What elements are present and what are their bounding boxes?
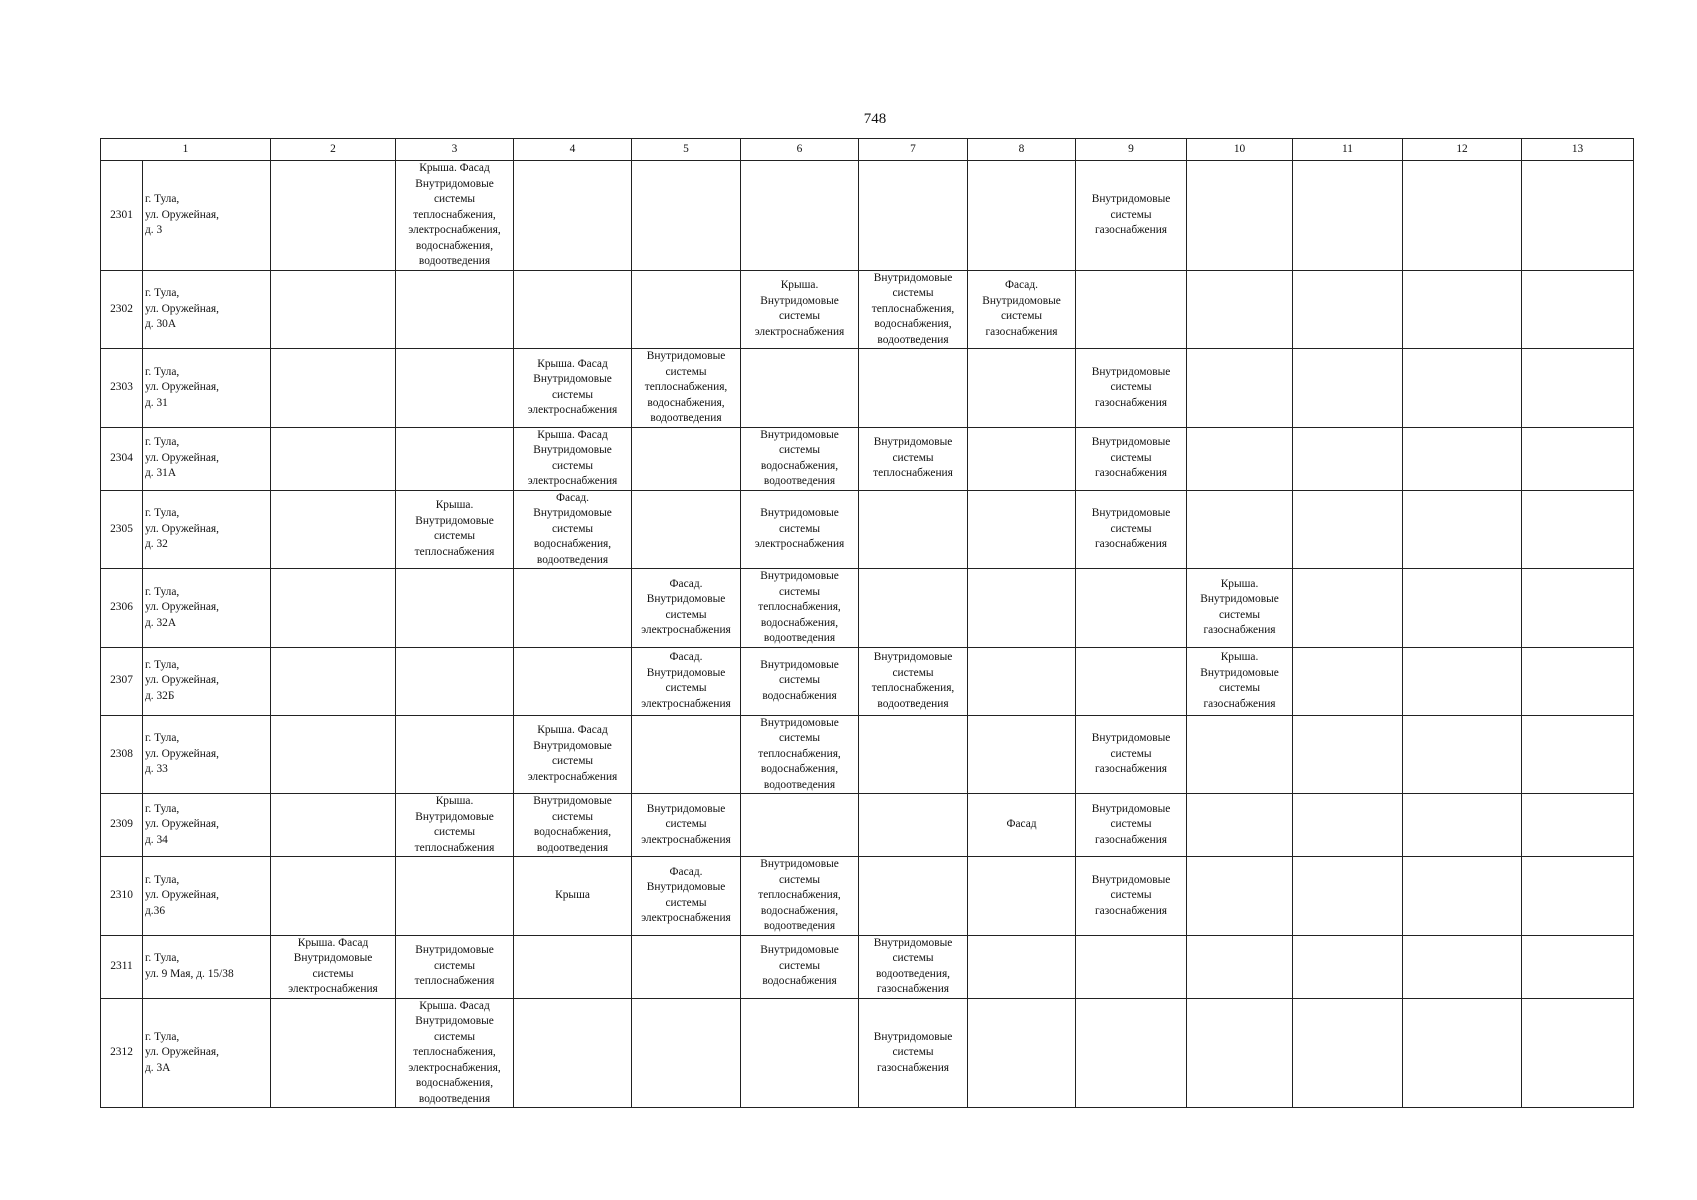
work-cell-col-9 [1076, 715, 1187, 794]
work-cell-col-9 [1076, 427, 1187, 490]
work-cell-col-6 [741, 270, 859, 349]
cell-text: Внутридомовые системы водоотведения, газоснабжения [873, 936, 953, 995]
work-cell-col-13 [1522, 270, 1634, 349]
cell-text: Фасад. Внутридомовые системы электроснабжения [641, 865, 731, 925]
work-cell-col-5 [632, 647, 741, 715]
work-cell-col-4 [514, 794, 632, 857]
work-cell-col-9 [1076, 490, 1187, 569]
work-cell-col-7 [859, 715, 968, 794]
cell-text: Крыша. Внутридомовые системы электроснабжения [754, 279, 845, 338]
work-cell-col-7 [859, 998, 968, 1108]
work-cell-col-7 [859, 349, 968, 428]
cell-text: Крыша. Фасад Внутридомовые системы электроснабжения [527, 428, 618, 487]
work-cell-col-3 [396, 270, 514, 349]
work-cell-col-2 [271, 270, 396, 349]
work-cell-col-7 [859, 161, 968, 271]
cell-text: Крыша. Внутридомовые системы теплоснабжения [414, 499, 495, 558]
work-cell-col-9 [1076, 270, 1187, 349]
work-cell-col-10 [1187, 490, 1293, 569]
cell-text: г. Тула, ул. Оружейная, д. 30А [145, 287, 219, 330]
column-header: 12 [1403, 139, 1522, 161]
work-cell-col-3 [396, 490, 514, 569]
work-cell-col-12 [1403, 794, 1522, 857]
work-cell-col-6 [741, 794, 859, 857]
table-row [101, 270, 1634, 349]
work-cell-col-3 [396, 857, 514, 936]
work-cell-col-2 [271, 935, 396, 998]
address-cell [143, 857, 271, 936]
work-cell-col-4 [514, 349, 632, 428]
work-cell-col-11 [1293, 161, 1403, 271]
row-number: 2308 [101, 715, 143, 794]
cell-text: Внутридомовые системы теплоснабжения, водоснабжения, водоотведения [758, 570, 841, 644]
cell-text: Внутридомовые системы теплоснабжения, водоотведения [871, 651, 955, 710]
work-cell-col-5 [632, 715, 741, 794]
work-cell-col-3 [396, 935, 514, 998]
work-cell-col-3 [396, 794, 514, 857]
work-cell-col-8 [968, 490, 1076, 569]
work-cell-col-6 [741, 857, 859, 936]
work-cell-col-10 [1187, 935, 1293, 998]
row-number: 2305 [101, 490, 143, 569]
cell-text: Крыша. Фасад Внутридомовые системы теплоснабжения, электроснабжения, водоснабжения, водоотведения [408, 162, 501, 267]
work-cell-col-2 [271, 349, 396, 428]
cell-text: Внутридомовые системы теплоснабжения [414, 944, 495, 988]
work-cell-col-5 [632, 490, 741, 569]
work-cell-col-5 [632, 569, 741, 648]
work-cell-col-4 [514, 647, 632, 715]
work-cell-col-10 [1187, 270, 1293, 349]
work-cell-col-11 [1293, 715, 1403, 794]
work-cell-col-13 [1522, 647, 1634, 715]
column-header: 13 [1522, 139, 1634, 161]
work-cell-col-6 [741, 935, 859, 998]
table-row [101, 998, 1634, 1108]
column-header: 10 [1187, 139, 1293, 161]
work-cell-col-8 [968, 161, 1076, 271]
work-cell-col-12 [1403, 569, 1522, 648]
cell-text: г. Тула, ул. Оружейная, д. 3 [145, 193, 219, 236]
cell-text: Внутридомовые системы электроснабжения [641, 802, 731, 846]
cell-text: Фасад [1006, 818, 1037, 831]
cell-text: Фасад. Внутридомовые системы электроснабжения [641, 651, 731, 710]
cell-text: Внутридомовые системы газоснабжения [1091, 732, 1171, 775]
cell-text: г. Тула, ул. Оружейная, д.36 [145, 873, 219, 917]
work-cell-col-12 [1403, 349, 1522, 428]
cell-text: Крыша. Внутридомовые системы газоснабжения [1200, 651, 1279, 710]
cell-text: Внутридомовые системы водоснабжения [760, 944, 839, 988]
work-cell-col-9 [1076, 647, 1187, 715]
column-header: 5 [632, 139, 741, 161]
work-cell-col-10 [1187, 794, 1293, 857]
work-cell-col-6 [741, 490, 859, 569]
work-cell-col-3 [396, 349, 514, 428]
work-cell-col-5 [632, 161, 741, 271]
work-cell-col-13 [1522, 349, 1634, 428]
work-cell-col-8 [968, 715, 1076, 794]
column-header: 2 [271, 139, 396, 161]
table-row [101, 715, 1634, 794]
work-cell-col-5 [632, 270, 741, 349]
work-cell-col-7 [859, 270, 968, 349]
cell-text: Внутридомовые системы теплоснабжения, водоснабжения, водоотведения [758, 858, 841, 932]
address-cell [143, 270, 271, 349]
address-cell [143, 998, 271, 1108]
work-cell-col-13 [1522, 998, 1634, 1108]
column-header: 11 [1293, 139, 1403, 161]
work-cell-col-3 [396, 569, 514, 648]
work-cell-col-9 [1076, 794, 1187, 857]
work-cell-col-10 [1187, 647, 1293, 715]
cell-text: г. Тула, ул. Оружейная, д. 31А [145, 436, 219, 480]
cell-text: Крыша. Внутридомовые системы газоснабжения [1200, 577, 1279, 637]
cell-text: Крыша. Фасад Внутридомовые системы теплоснабжения, электроснабжения, водоснабжения, водоотведения [408, 999, 501, 1105]
cell-text: г. Тула, ул. Оружейная, д. 32 [145, 507, 219, 550]
cell-text: г. Тула, ул. Оружейная, д. 31 [145, 365, 219, 409]
work-cell-col-8 [968, 569, 1076, 648]
work-cell-col-12 [1403, 715, 1522, 794]
table-row [101, 647, 1634, 715]
work-cell-col-6 [741, 998, 859, 1108]
table-row [101, 569, 1634, 648]
work-cell-col-2 [271, 161, 396, 271]
work-cell-col-11 [1293, 857, 1403, 936]
work-cell-col-8 [968, 857, 1076, 936]
table-row [101, 935, 1634, 998]
work-cell-col-7 [859, 794, 968, 857]
work-cell-col-8 [968, 794, 1076, 857]
cell-text: Внутридомовые системы газоснабжения [873, 1030, 953, 1074]
work-cell-col-11 [1293, 270, 1403, 349]
work-cell-col-5 [632, 794, 741, 857]
work-cell-col-2 [271, 569, 396, 648]
table-row [101, 427, 1634, 490]
work-cell-col-8 [968, 427, 1076, 490]
work-cell-col-2 [271, 794, 396, 857]
row-number: 2302 [101, 270, 143, 349]
work-cell-col-9 [1076, 857, 1187, 936]
cell-text: Фасад. Внутридомовые системы водоснабжения, водоотведения [533, 491, 612, 566]
work-cell-col-11 [1293, 647, 1403, 715]
work-cell-col-4 [514, 161, 632, 271]
work-cell-col-11 [1293, 490, 1403, 569]
address-cell [143, 569, 271, 648]
work-cell-col-4 [514, 427, 632, 490]
column-header: 3 [396, 139, 514, 161]
work-cell-col-2 [271, 857, 396, 936]
page-number: 748 [863, 111, 887, 127]
work-cell-col-6 [741, 427, 859, 490]
row-number: 2303 [101, 349, 143, 428]
work-cell-col-3 [396, 715, 514, 794]
work-cell-col-2 [271, 427, 396, 490]
work-cell-col-12 [1403, 647, 1522, 715]
work-cell-col-3 [396, 998, 514, 1108]
row-number: 2312 [101, 998, 143, 1108]
cell-text: Крыша. Внутридомовые системы теплоснабжения [414, 795, 495, 854]
work-cell-col-12 [1403, 857, 1522, 936]
cell-text: Внутридомовые системы газоснабжения [1091, 365, 1171, 409]
work-cell-col-12 [1403, 490, 1522, 569]
cell-text: Внутридомовые системы газоснабжения [1091, 193, 1171, 236]
address-cell [143, 935, 271, 998]
cell-text: Внутридомовые системы теплоснабжения, водоснабжения, водоотведения [758, 716, 841, 791]
work-cell-col-10 [1187, 427, 1293, 490]
work-cell-col-5 [632, 857, 741, 936]
work-cell-col-7 [859, 857, 968, 936]
work-cell-col-9 [1076, 569, 1187, 648]
work-cell-col-10 [1187, 569, 1293, 648]
schedule-table [100, 138, 1634, 1108]
work-cell-col-4 [514, 569, 632, 648]
work-cell-col-8 [968, 935, 1076, 998]
row-number: 2304 [101, 427, 143, 490]
work-cell-col-7 [859, 647, 968, 715]
row-number: 2311 [101, 935, 143, 998]
work-cell-col-13 [1522, 427, 1634, 490]
cell-text: Внутридомовые системы газоснабжения [1091, 873, 1171, 917]
work-cell-col-4 [514, 857, 632, 936]
work-cell-col-6 [741, 349, 859, 428]
cell-text: Крыша. Фасад Внутридомовые системы электроснабжения [288, 936, 378, 995]
column-header: 1 [101, 139, 271, 161]
address-cell [143, 715, 271, 794]
column-header: 9 [1076, 139, 1187, 161]
work-cell-col-9 [1076, 935, 1187, 998]
work-cell-col-13 [1522, 857, 1634, 936]
work-cell-col-4 [514, 935, 632, 998]
column-header: 6 [741, 139, 859, 161]
row-number: 2306 [101, 569, 143, 648]
address-cell [143, 490, 271, 569]
work-cell-col-9 [1076, 998, 1187, 1108]
work-cell-col-6 [741, 569, 859, 648]
work-cell-col-12 [1403, 427, 1522, 490]
address-cell [143, 349, 271, 428]
work-cell-col-9 [1076, 161, 1187, 271]
cell-text: Внутридомовые системы теплоснабжения, водоснабжения, водоотведения [644, 350, 728, 424]
cell-text: г. Тула, ул. Оружейная, д. 34 [145, 802, 219, 846]
table-row [101, 794, 1634, 857]
work-cell-col-11 [1293, 349, 1403, 428]
row-number: 2307 [101, 647, 143, 715]
cell-text: Внутридомовые системы газоснабжения [1091, 507, 1171, 550]
cell-text: Фасад. Внутридомовые системы электроснабжения [641, 577, 731, 637]
work-cell-col-13 [1522, 715, 1634, 794]
work-cell-col-2 [271, 998, 396, 1108]
cell-text: Крыша. Фасад Внутридомовые системы электроснабжения [527, 357, 618, 417]
row-number: 2301 [101, 161, 143, 271]
cell-text: Внутридомовые системы водоснабжения, водоотведения [760, 428, 839, 487]
work-cell-col-12 [1403, 270, 1522, 349]
cell-text: Крыша. Фасад Внутридомовые системы электроснабжения [527, 724, 618, 783]
work-cell-col-8 [968, 349, 1076, 428]
work-cell-col-7 [859, 569, 968, 648]
work-cell-col-12 [1403, 998, 1522, 1108]
cell-text: Внутридомовые системы теплоснабжения [873, 436, 953, 480]
work-cell-col-11 [1293, 998, 1403, 1108]
work-cell-col-2 [271, 647, 396, 715]
work-cell-col-2 [271, 715, 396, 794]
work-cell-col-5 [632, 935, 741, 998]
work-cell-col-7 [859, 935, 968, 998]
work-cell-col-10 [1187, 161, 1293, 271]
work-cell-col-13 [1522, 794, 1634, 857]
cell-text: Внутридомовые системы газоснабжения [1091, 802, 1171, 846]
work-cell-col-7 [859, 490, 968, 569]
table-row [101, 490, 1634, 569]
header-row [101, 139, 1634, 161]
cell-text: Внутридомовые системы теплоснабжения, водоснабжения, водоотведения [871, 271, 955, 346]
work-cell-col-11 [1293, 569, 1403, 648]
column-header: 7 [859, 139, 968, 161]
work-cell-col-10 [1187, 715, 1293, 794]
cell-text: г. Тула, ул. Оружейная, д. 32А [145, 585, 219, 629]
work-cell-col-5 [632, 349, 741, 428]
work-cell-col-10 [1187, 998, 1293, 1108]
work-cell-col-12 [1403, 161, 1522, 271]
work-cell-col-10 [1187, 857, 1293, 936]
work-cell-col-13 [1522, 569, 1634, 648]
cell-text: г. Тула, ул. 9 Мая, д. 15/38 [145, 952, 234, 980]
cell-text: г. Тула, ул. Оружейная, д. 33 [145, 732, 219, 775]
cell-text: г. Тула, ул. Оружейная, д. 3А [145, 1030, 219, 1074]
work-cell-col-11 [1293, 794, 1403, 857]
work-cell-col-13 [1522, 935, 1634, 998]
cell-text: г. Тула, ул. Оружейная, д. 32Б [145, 658, 219, 702]
cell-text: Внутридомовые системы газоснабжения [1091, 436, 1171, 480]
row-number: 2309 [101, 794, 143, 857]
work-cell-col-12 [1403, 935, 1522, 998]
work-cell-col-9 [1076, 349, 1187, 428]
table-row [101, 349, 1634, 428]
column-header: 4 [514, 139, 632, 161]
work-cell-col-7 [859, 427, 968, 490]
work-cell-col-8 [968, 647, 1076, 715]
address-cell [143, 161, 271, 271]
work-cell-col-4 [514, 490, 632, 569]
table-row [101, 161, 1634, 271]
work-cell-col-3 [396, 647, 514, 715]
work-cell-col-10 [1187, 349, 1293, 428]
work-cell-col-4 [514, 715, 632, 794]
cell-text: Крыша [555, 889, 590, 901]
work-cell-col-5 [632, 427, 741, 490]
address-cell [143, 794, 271, 857]
cell-text: Фасад. Внутридомовые системы газоснабжения [982, 279, 1061, 338]
work-cell-col-4 [514, 270, 632, 349]
column-header: 8 [968, 139, 1076, 161]
work-cell-col-11 [1293, 935, 1403, 998]
table-row [101, 857, 1634, 936]
address-cell [143, 647, 271, 715]
row-number: 2310 [101, 857, 143, 936]
work-cell-col-8 [968, 270, 1076, 349]
work-cell-col-13 [1522, 161, 1634, 271]
work-cell-col-11 [1293, 427, 1403, 490]
work-cell-col-6 [741, 715, 859, 794]
work-cell-col-6 [741, 647, 859, 715]
work-cell-col-8 [968, 998, 1076, 1108]
cell-text: Внутридомовые системы водоснабжения [760, 658, 839, 702]
work-cell-col-5 [632, 998, 741, 1108]
work-cell-col-3 [396, 161, 514, 271]
work-cell-col-2 [271, 490, 396, 569]
cell-text: Внутридомовые системы водоснабжения, водоотведения [533, 795, 612, 854]
work-cell-col-6 [741, 161, 859, 271]
cell-text: Внутридомовые системы электроснабжения [754, 507, 845, 550]
address-cell [143, 427, 271, 490]
work-cell-col-3 [396, 427, 514, 490]
work-cell-col-4 [514, 998, 632, 1108]
work-cell-col-13 [1522, 490, 1634, 569]
